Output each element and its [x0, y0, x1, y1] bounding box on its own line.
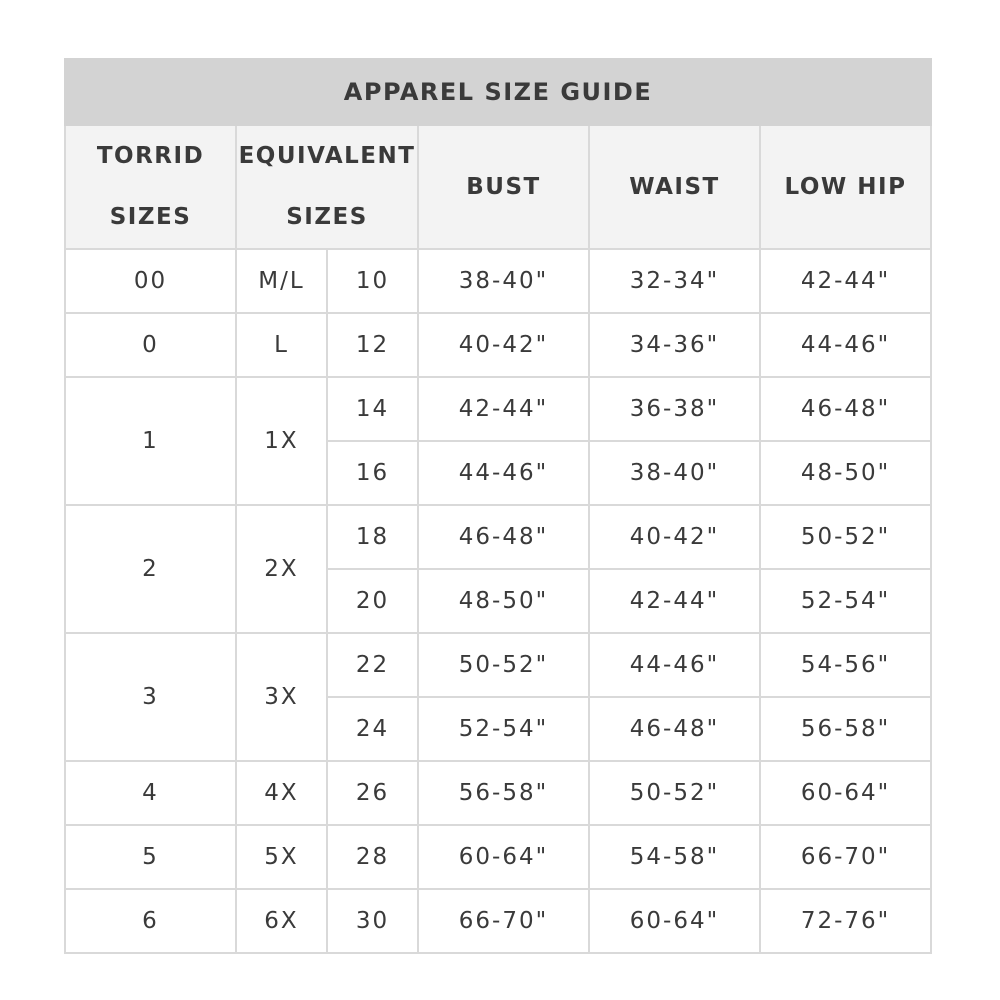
waist-cell: 34-36": [589, 313, 760, 377]
low-hip-cell: 44-46": [760, 313, 931, 377]
table-row: [65, 249, 931, 313]
bust-cell: 52-54": [418, 697, 589, 761]
table-row: [65, 505, 931, 569]
torrid-size-cell: 1: [65, 377, 236, 505]
header-bust: BUST: [418, 125, 589, 249]
table-title: APPAREL SIZE GUIDE: [65, 59, 931, 125]
bust-cell: 66-70": [418, 889, 589, 953]
bust-cell: 50-52": [418, 633, 589, 697]
torrid-size-cell: 0: [65, 313, 236, 377]
numeric-size-cell: 24: [327, 697, 418, 761]
header-waist: WAIST: [589, 125, 760, 249]
letter-size-cell: 2X: [236, 505, 327, 633]
header-torrid-line1: TORRID: [96, 143, 205, 169]
title-row: [65, 59, 931, 125]
numeric-size-cell: 12: [327, 313, 418, 377]
table-row: [65, 761, 931, 825]
size-guide-table: [64, 58, 932, 954]
header-torrid-sizes: [65, 125, 236, 249]
numeric-size-cell: 18: [327, 505, 418, 569]
low-hip-cell: 54-56": [760, 633, 931, 697]
bust-cell: 60-64": [418, 825, 589, 889]
header-equiv-line2: SIZES: [286, 204, 368, 230]
bust-cell: 56-58": [418, 761, 589, 825]
waist-cell: 46-48": [589, 697, 760, 761]
low-hip-cell: 48-50": [760, 441, 931, 505]
table-row: [65, 377, 931, 441]
numeric-size-cell: 26: [327, 761, 418, 825]
letter-size-cell: 1X: [236, 377, 327, 505]
numeric-size-cell: 14: [327, 377, 418, 441]
numeric-size-cell: 16: [327, 441, 418, 505]
waist-cell: 50-52": [589, 761, 760, 825]
letter-size-cell: 3X: [236, 633, 327, 761]
bust-cell: 44-46": [418, 441, 589, 505]
letter-size-cell: 6X: [236, 889, 327, 953]
waist-cell: 32-34": [589, 249, 760, 313]
table-row: [65, 313, 931, 377]
waist-cell: 54-58": [589, 825, 760, 889]
bust-cell: 42-44": [418, 377, 589, 441]
numeric-size-cell: 22: [327, 633, 418, 697]
table-row: [65, 889, 931, 953]
torrid-size-cell: 5: [65, 825, 236, 889]
low-hip-cell: 42-44": [760, 249, 931, 313]
letter-size-cell: M/L: [236, 249, 327, 313]
low-hip-cell: 46-48": [760, 377, 931, 441]
numeric-size-cell: 10: [327, 249, 418, 313]
waist-cell: 38-40": [589, 441, 760, 505]
bust-cell: 46-48": [418, 505, 589, 569]
torrid-size-cell: 3: [65, 633, 236, 761]
low-hip-cell: 50-52": [760, 505, 931, 569]
table-row: [65, 825, 931, 889]
numeric-size-cell: 30: [327, 889, 418, 953]
header-equiv-line1: EQUIVALENT: [238, 143, 416, 169]
torrid-size-cell: 4: [65, 761, 236, 825]
header-low-hip: LOW HIP: [760, 125, 931, 249]
letter-size-cell: 4X: [236, 761, 327, 825]
torrid-size-cell: 2: [65, 505, 236, 633]
waist-cell: 60-64": [589, 889, 760, 953]
letter-size-cell: L: [236, 313, 327, 377]
torrid-size-cell: 00: [65, 249, 236, 313]
header-torrid-line2: SIZES: [109, 204, 192, 230]
letter-size-cell: 5X: [236, 825, 327, 889]
table-row: [65, 633, 931, 697]
bust-cell: 40-42": [418, 313, 589, 377]
waist-cell: 42-44": [589, 569, 760, 633]
bust-cell: 48-50": [418, 569, 589, 633]
bust-cell: 38-40": [418, 249, 589, 313]
low-hip-cell: 56-58": [760, 697, 931, 761]
header-equivalent-sizes: [236, 125, 418, 249]
numeric-size-cell: 20: [327, 569, 418, 633]
header-row: [65, 125, 931, 249]
waist-cell: 40-42": [589, 505, 760, 569]
low-hip-cell: 72-76": [760, 889, 931, 953]
low-hip-cell: 52-54": [760, 569, 931, 633]
torrid-size-cell: 6: [65, 889, 236, 953]
size-guide-container: [64, 58, 930, 954]
numeric-size-cell: 28: [327, 825, 418, 889]
waist-cell: 36-38": [589, 377, 760, 441]
low-hip-cell: 60-64": [760, 761, 931, 825]
waist-cell: 44-46": [589, 633, 760, 697]
low-hip-cell: 66-70": [760, 825, 931, 889]
